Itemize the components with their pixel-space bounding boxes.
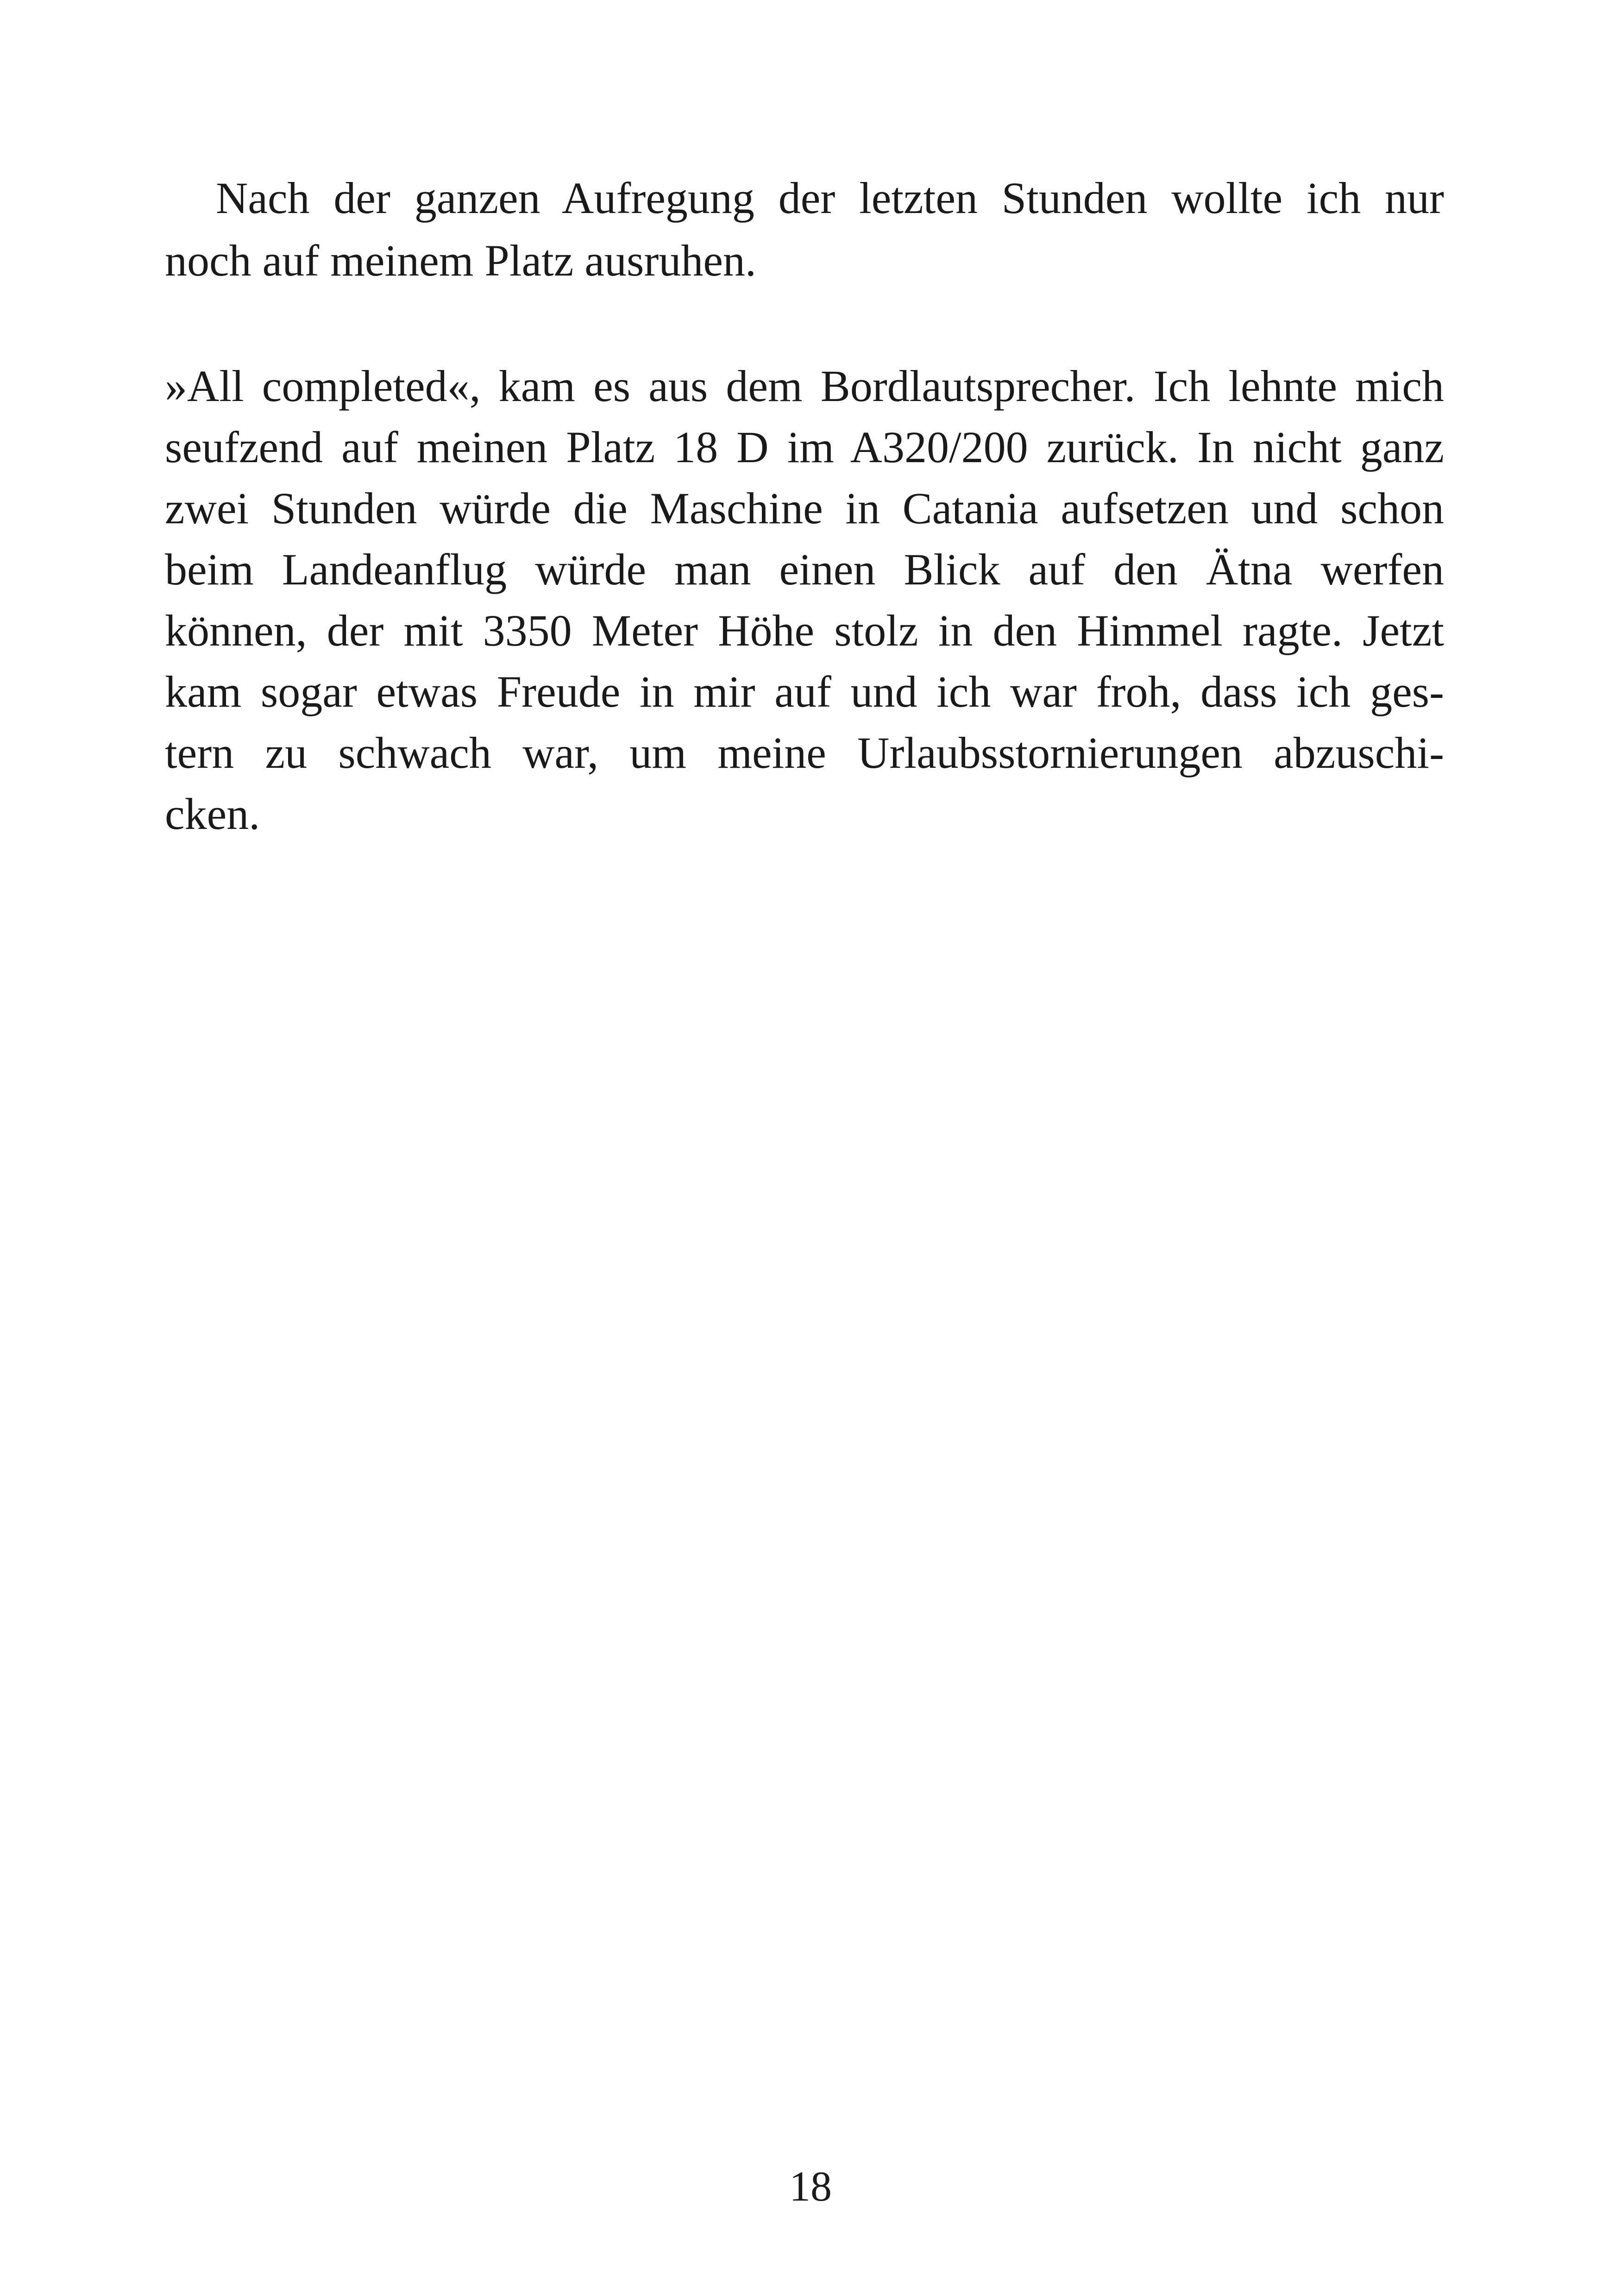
- paragraph-2-line-7: tern zu schwach war, um meine Urlaubsstornierungen abzuschi-: [165, 728, 1444, 778]
- paragraph-1-line-1: Nach der ganzen Aufregung der letzten Stunden wollte ich nur: [216, 173, 1444, 223]
- paragraph-2-line-4: beim Landeanflug würde man einen Blick auf den Ätna werfen: [165, 545, 1444, 594]
- paragraph-2-line-6: kam sogar etwas Freude in mir auf und ich war froh, dass ich ges-: [165, 667, 1444, 716]
- paragraph-2-line-5: können, der mit 3350 Meter Höhe stolz in den Himmel ragte. Jetzt: [165, 606, 1444, 655]
- page-number: 18: [789, 2163, 832, 2210]
- paragraph-2-line-3: zwei Stunden würde die Maschine in Catania aufsetzen und schon: [165, 483, 1444, 533]
- paragraph-2-line-2: seufzend auf meinen Platz 18 D im A320/200 zurück. In nicht ganz: [165, 422, 1444, 472]
- paragraph-2-line-1: »All completed«, kam es aus dem Bordlautsprecher. Ich lehnte mich: [165, 361, 1444, 411]
- paragraph-2-line-8: cken.: [165, 789, 260, 839]
- paragraph-1-line-2: noch auf meinem Platz ausruhen.: [165, 236, 756, 285]
